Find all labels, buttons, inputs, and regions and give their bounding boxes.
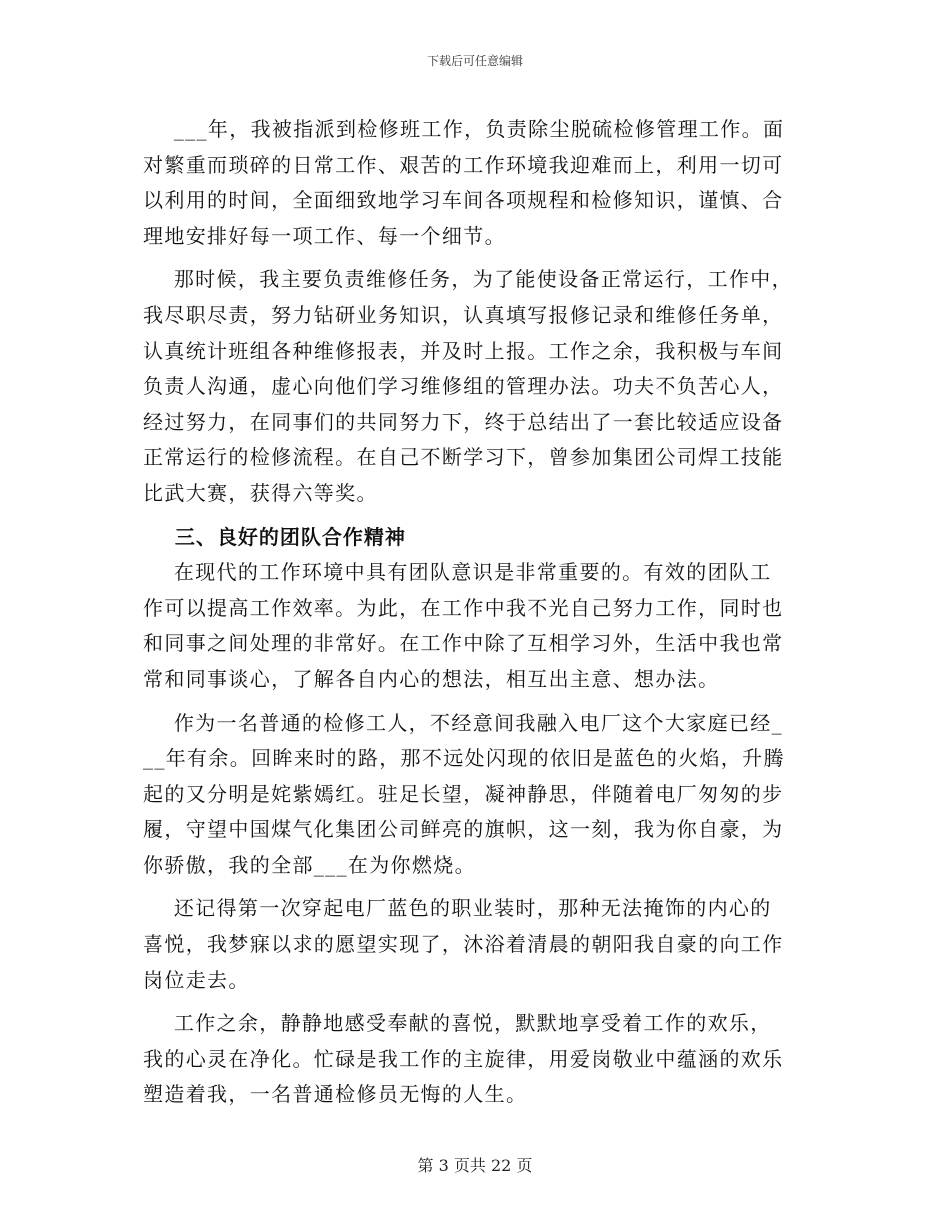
text-line: 和同事之间处理的非常好。在工作中除了互相学习外，生活中我也常 (143, 631, 784, 656)
text-line: ___年，我被指派到检修班工作，负责除尘脱硫检修管理工作。面 (143, 117, 785, 141)
text-line: 塑造着我，一名普通检修员无悔的人生。 (143, 1082, 528, 1107)
text-line: 喜悦，我梦寐以求的愿望实现了，沐浴着清晨的朝阳我自豪的向工作 (143, 932, 784, 957)
paragraph (143, 706, 815, 884)
paragraph (143, 262, 815, 511)
paragraph (143, 555, 815, 697)
page-header: 下载后可任意编辑 (426, 54, 523, 68)
section-heading (143, 520, 815, 556)
text-line: 负责人沟通，虚心向他们学习维修组的管理办法。功夫不负苦心人， (143, 374, 784, 399)
heading-text: 三、良好的团队合作精神 (143, 524, 406, 549)
text-line: 那时候，我主要负责维修任务，为了能使设备正常运行，工作中， (143, 267, 793, 292)
text-line: 我尽职尽责，努力钻研业务知识，认真填写报修记录和维修任务单， (143, 302, 784, 327)
text-line: 起的又分明是姹紫嫣红。驻足长望，凝神静思，伴随着电厂匆匆的步 (143, 781, 784, 806)
text-line: 作可以提高工作效率。为此，在工作中我不光自己努力工作，同时也 (143, 595, 784, 620)
text-line: 比武大赛，获得六等奖。 (143, 480, 378, 505)
text-line: 常和同事谈心，了解各自内心的想法，相互出主意、想办法。 (143, 666, 720, 691)
text-line: 经过努力，在同事们的共同努力下，终于总结出了一套比较适应设备 (143, 409, 784, 434)
text-line: 你骄傲，我的全部___在为你燃烧。 (143, 852, 476, 877)
text-line: 工作之余，静静地感受奉献的喜悦，默默地享受着工作的欢乐， (143, 1011, 772, 1036)
text-line: 还记得第一次穿起电厂蓝色的职业装时，那种无法掩饰的内心的 (143, 896, 772, 921)
text-line: 我的心灵在净化。忙碌是我工作的主旋律，用爱岗敬业中蕴涵的欢乐 (143, 1046, 784, 1071)
paragraph (143, 891, 815, 998)
paragraph (143, 112, 815, 254)
text-line: 对繁重而琐碎的日常工作、艰苦的工作环境我迎难而上，利用一切可 (143, 152, 784, 177)
text-line: 履，守望中国煤气化集团公司鲜亮的旗帜，这一刻，我为你自豪，为 (143, 817, 784, 842)
text-line: 正常运行的检修流程。在自己不断学习下，曾参加集团公司焊工技能 (143, 445, 784, 470)
text-line: 认真统计班组各种维修报表，并及时上报。工作之余，我积极与车间 (143, 338, 784, 363)
paragraph (143, 1006, 815, 1113)
text-line: __年有余。回眸来时的路，那不远处闪现的依旧是蓝色的火焰，升腾 (143, 746, 785, 771)
text-line: 作为一名普通的检修工人，不经意间我融入电厂这个大家庭已经_ (143, 710, 783, 735)
document-body (143, 112, 815, 1113)
page-footer: 第 3 页共 22 页 (417, 1156, 533, 1175)
text-line: 理地安排好每一项工作、每一个细节。 (143, 223, 506, 248)
text-line: 以利用的时间，全面细致地学习车间各项规程和检修知识，谨慎、合 (143, 188, 784, 213)
text-line: 在现代的工作环境中具有团队意识是非常重要的。有效的团队工 (143, 560, 772, 585)
text-line: 岗位走去。 (143, 967, 250, 992)
